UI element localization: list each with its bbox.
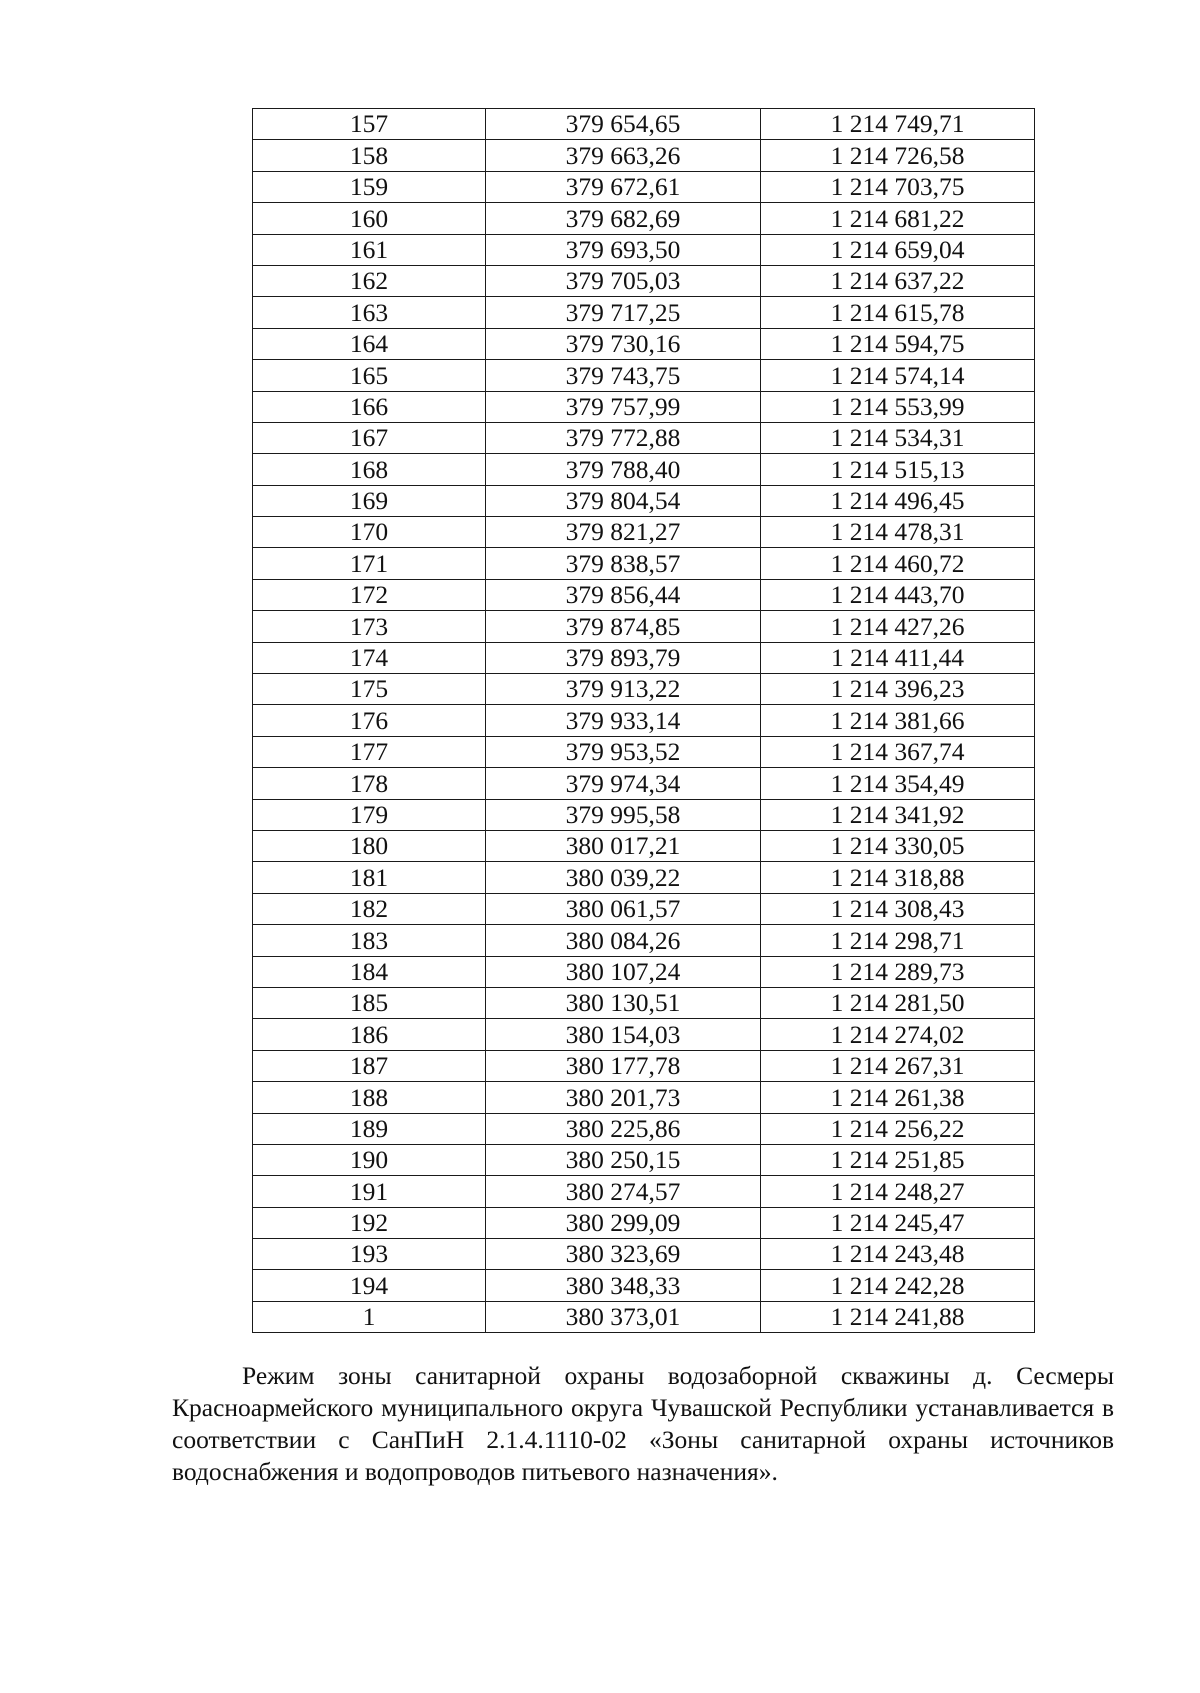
point-number-cell: 193 [253, 1239, 486, 1270]
point-number-cell: 167 [253, 422, 486, 453]
table-row [253, 893, 1035, 924]
y-coordinate-cell: 1 214 241,88 [761, 1301, 1035, 1332]
table-row [253, 862, 1035, 893]
point-number-cell: 176 [253, 705, 486, 736]
point-number-cell: 1 [253, 1301, 486, 1332]
coordinates-table [252, 108, 1035, 1333]
y-coordinate-cell: 1 214 553,99 [761, 391, 1035, 422]
x-coordinate-cell: 380 250,15 [486, 1144, 761, 1175]
y-coordinate-cell: 1 214 367,74 [761, 736, 1035, 767]
table-row [253, 422, 1035, 453]
point-number-cell: 165 [253, 360, 486, 391]
x-coordinate-cell: 380 225,86 [486, 1113, 761, 1144]
y-coordinate-cell: 1 214 478,31 [761, 517, 1035, 548]
x-coordinate-cell: 379 913,22 [486, 674, 761, 705]
point-number-cell: 174 [253, 642, 486, 673]
point-number-cell: 169 [253, 485, 486, 516]
table-row [253, 1019, 1035, 1050]
y-coordinate-cell: 1 214 243,48 [761, 1239, 1035, 1270]
x-coordinate-cell: 379 743,75 [486, 360, 761, 391]
x-coordinate-cell: 379 682,69 [486, 203, 761, 234]
x-coordinate-cell: 380 323,69 [486, 1239, 761, 1270]
table-row [253, 674, 1035, 705]
y-coordinate-cell: 1 214 443,70 [761, 579, 1035, 610]
point-number-cell: 190 [253, 1144, 486, 1175]
point-number-cell: 170 [253, 517, 486, 548]
point-number-cell: 168 [253, 454, 486, 485]
table-row [253, 799, 1035, 830]
point-number-cell: 173 [253, 611, 486, 642]
y-coordinate-cell: 1 214 256,22 [761, 1113, 1035, 1144]
table-row [253, 360, 1035, 391]
point-number-cell: 172 [253, 579, 486, 610]
table-row [253, 297, 1035, 328]
x-coordinate-cell: 379 717,25 [486, 297, 761, 328]
table-row [253, 1176, 1035, 1207]
table-row [253, 1301, 1035, 1332]
x-coordinate-cell: 380 107,24 [486, 956, 761, 987]
y-coordinate-cell: 1 214 534,31 [761, 422, 1035, 453]
y-coordinate-cell: 1 214 574,14 [761, 360, 1035, 391]
y-coordinate-cell: 1 214 341,92 [761, 799, 1035, 830]
coordinates-table-body [253, 109, 1035, 1333]
y-coordinate-cell: 1 214 460,72 [761, 548, 1035, 579]
x-coordinate-cell: 379 693,50 [486, 234, 761, 265]
point-number-cell: 178 [253, 768, 486, 799]
y-coordinate-cell: 1 214 427,26 [761, 611, 1035, 642]
table-row [253, 1113, 1035, 1144]
x-coordinate-cell: 380 201,73 [486, 1082, 761, 1113]
x-coordinate-cell: 380 274,57 [486, 1176, 761, 1207]
x-coordinate-cell: 379 821,27 [486, 517, 761, 548]
table-row [253, 265, 1035, 296]
table-row [253, 140, 1035, 171]
point-number-cell: 171 [253, 548, 486, 579]
x-coordinate-cell: 379 933,14 [486, 705, 761, 736]
y-coordinate-cell: 1 214 411,44 [761, 642, 1035, 673]
point-number-cell: 188 [253, 1082, 486, 1113]
table-row [253, 705, 1035, 736]
point-number-cell: 191 [253, 1176, 486, 1207]
point-number-cell: 177 [253, 736, 486, 767]
point-number-cell: 184 [253, 956, 486, 987]
y-coordinate-cell: 1 214 681,22 [761, 203, 1035, 234]
table-row [253, 1239, 1035, 1270]
table-row [253, 1082, 1035, 1113]
point-number-cell: 183 [253, 925, 486, 956]
x-coordinate-cell: 379 874,85 [486, 611, 761, 642]
y-coordinate-cell: 1 214 289,73 [761, 956, 1035, 987]
table-row [253, 171, 1035, 202]
x-coordinate-cell: 379 672,61 [486, 171, 761, 202]
y-coordinate-cell: 1 214 318,88 [761, 862, 1035, 893]
x-coordinate-cell: 379 893,79 [486, 642, 761, 673]
table-row [253, 517, 1035, 548]
table-row [253, 485, 1035, 516]
point-number-cell: 181 [253, 862, 486, 893]
point-number-cell: 175 [253, 674, 486, 705]
y-coordinate-cell: 1 214 298,71 [761, 925, 1035, 956]
x-coordinate-cell: 380 348,33 [486, 1270, 761, 1301]
table-row [253, 548, 1035, 579]
y-coordinate-cell: 1 214 274,02 [761, 1019, 1035, 1050]
table-row [253, 987, 1035, 1018]
x-coordinate-cell: 379 772,88 [486, 422, 761, 453]
point-number-cell: 192 [253, 1207, 486, 1238]
x-coordinate-cell: 379 838,57 [486, 548, 761, 579]
point-number-cell: 157 [253, 109, 486, 140]
point-number-cell: 194 [253, 1270, 486, 1301]
table-row [253, 203, 1035, 234]
x-coordinate-cell: 380 177,78 [486, 1050, 761, 1081]
y-coordinate-cell: 1 214 381,66 [761, 705, 1035, 736]
x-coordinate-cell: 380 154,03 [486, 1019, 761, 1050]
table-row [253, 234, 1035, 265]
x-coordinate-cell: 379 705,03 [486, 265, 761, 296]
x-coordinate-cell: 380 061,57 [486, 893, 761, 924]
table-row [253, 830, 1035, 861]
table-row [253, 956, 1035, 987]
point-number-cell: 163 [253, 297, 486, 328]
x-coordinate-cell: 379 730,16 [486, 328, 761, 359]
point-number-cell: 179 [253, 799, 486, 830]
x-coordinate-cell: 380 130,51 [486, 987, 761, 1018]
x-coordinate-cell: 379 788,40 [486, 454, 761, 485]
y-coordinate-cell: 1 214 261,38 [761, 1082, 1035, 1113]
point-number-cell: 160 [253, 203, 486, 234]
y-coordinate-cell: 1 214 703,75 [761, 171, 1035, 202]
y-coordinate-cell: 1 214 396,23 [761, 674, 1035, 705]
point-number-cell: 166 [253, 391, 486, 422]
point-number-cell: 182 [253, 893, 486, 924]
point-number-cell: 159 [253, 171, 486, 202]
point-number-cell: 185 [253, 987, 486, 1018]
table-row [253, 391, 1035, 422]
table-row [253, 925, 1035, 956]
y-coordinate-cell: 1 214 496,45 [761, 485, 1035, 516]
x-coordinate-cell: 379 757,99 [486, 391, 761, 422]
table-row [253, 454, 1035, 485]
y-coordinate-cell: 1 214 251,85 [761, 1144, 1035, 1175]
y-coordinate-cell: 1 214 354,49 [761, 768, 1035, 799]
table-row [253, 1144, 1035, 1175]
table-row [253, 611, 1035, 642]
y-coordinate-cell: 1 214 245,47 [761, 1207, 1035, 1238]
sanitary-zone-paragraph: Режим зоны санитарной охраны водозаборной скважины д. Сесмеры Красноармейского муниципального округа Чувашской Республики устанавливается в соответствии с СанПиН 2.1.4.1110-02 «Зоны санитарной охраны источников водоснабжения и водопроводов питьевого назначения». [172, 1361, 1114, 1486]
x-coordinate-cell: 380 017,21 [486, 830, 761, 861]
x-coordinate-cell: 380 299,09 [486, 1207, 761, 1238]
x-coordinate-cell: 379 953,52 [486, 736, 761, 767]
x-coordinate-cell: 379 995,58 [486, 799, 761, 830]
point-number-cell: 186 [253, 1019, 486, 1050]
y-coordinate-cell: 1 214 659,04 [761, 234, 1035, 265]
point-number-cell: 187 [253, 1050, 486, 1081]
y-coordinate-cell: 1 214 248,27 [761, 1176, 1035, 1207]
y-coordinate-cell: 1 214 281,50 [761, 987, 1035, 1018]
point-number-cell: 162 [253, 265, 486, 296]
table-row [253, 736, 1035, 767]
point-number-cell: 161 [253, 234, 486, 265]
x-coordinate-cell: 380 084,26 [486, 925, 761, 956]
point-number-cell: 158 [253, 140, 486, 171]
y-coordinate-cell: 1 214 515,13 [761, 454, 1035, 485]
table-row [253, 579, 1035, 610]
point-number-cell: 164 [253, 328, 486, 359]
table-row [253, 642, 1035, 673]
x-coordinate-cell: 379 856,44 [486, 579, 761, 610]
y-coordinate-cell: 1 214 594,75 [761, 328, 1035, 359]
table-row [253, 1050, 1035, 1081]
table-row [253, 1207, 1035, 1238]
x-coordinate-cell: 379 804,54 [486, 485, 761, 516]
table-row [253, 1270, 1035, 1301]
y-coordinate-cell: 1 214 330,05 [761, 830, 1035, 861]
point-number-cell: 180 [253, 830, 486, 861]
table-row [253, 109, 1035, 140]
x-coordinate-cell: 379 654,65 [486, 109, 761, 140]
y-coordinate-cell: 1 214 615,78 [761, 297, 1035, 328]
point-number-cell: 189 [253, 1113, 486, 1144]
y-coordinate-cell: 1 214 726,58 [761, 140, 1035, 171]
y-coordinate-cell: 1 214 308,43 [761, 893, 1035, 924]
y-coordinate-cell: 1 214 267,31 [761, 1050, 1035, 1081]
x-coordinate-cell: 379 663,26 [486, 140, 761, 171]
table-row [253, 768, 1035, 799]
table-row [253, 328, 1035, 359]
y-coordinate-cell: 1 214 749,71 [761, 109, 1035, 140]
x-coordinate-cell: 379 974,34 [486, 768, 761, 799]
y-coordinate-cell: 1 214 637,22 [761, 265, 1035, 296]
y-coordinate-cell: 1 214 242,28 [761, 1270, 1035, 1301]
x-coordinate-cell: 380 039,22 [486, 862, 761, 893]
x-coordinate-cell: 380 373,01 [486, 1301, 761, 1332]
